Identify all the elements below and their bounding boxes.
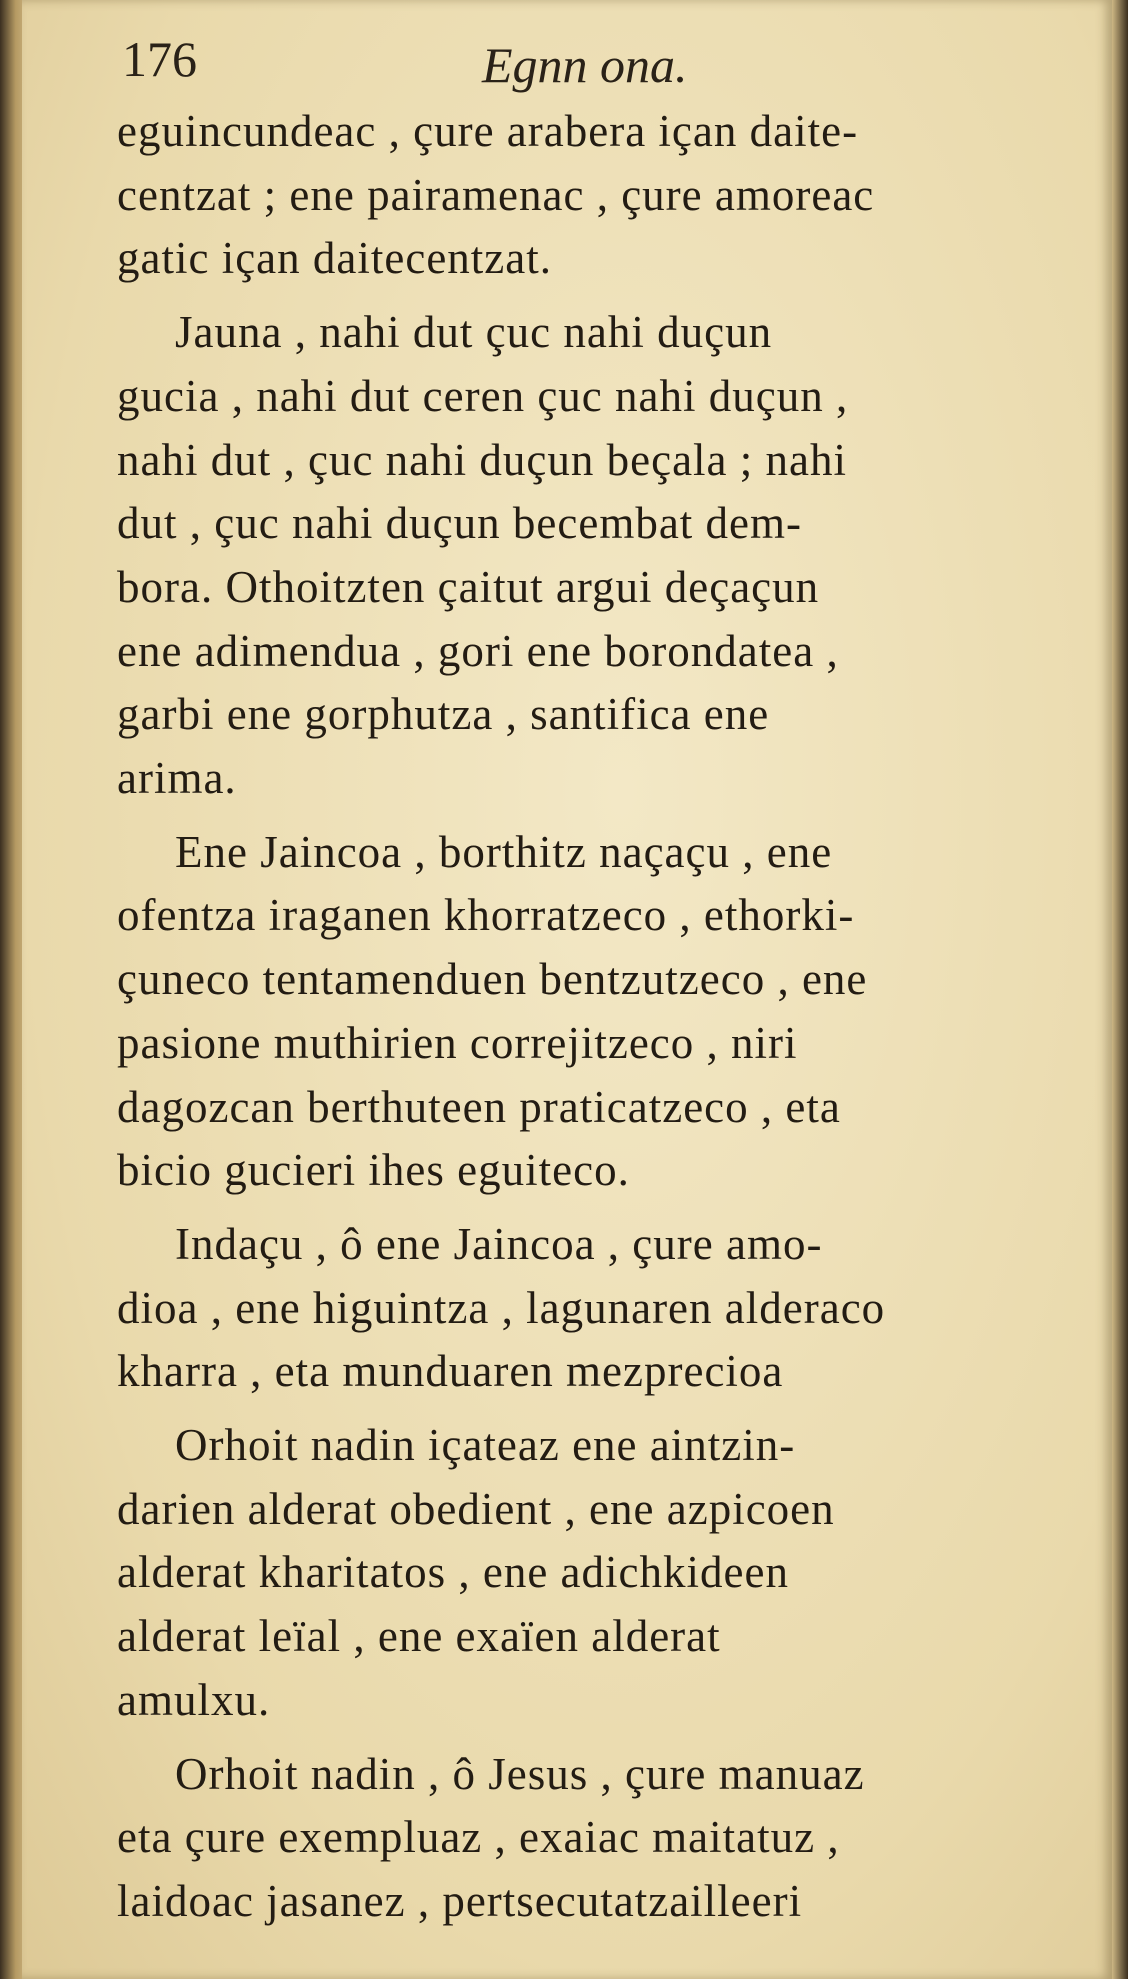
text-line: Ene Jaincoa , borthitz naçaçu , ene <box>175 826 833 877</box>
text-line: amulxu. <box>117 1674 271 1725</box>
text-line: gucia , nahi dut ceren çuc nahi duçun , <box>117 370 849 421</box>
text-line: dioa , ene higuintza , lagunaren alderaco <box>117 1282 886 1333</box>
page-header <box>122 30 1022 100</box>
text-line: kharra , eta munduaren mezprecioa <box>117 1346 784 1397</box>
page-edge <box>1112 0 1128 1979</box>
page-body <box>117 100 1067 1944</box>
text-line: eta çure exempluaz , exaiac maitatuz , <box>117 1812 840 1863</box>
text-line: darien alderat obedient , ene azpicoen <box>117 1483 835 1534</box>
book-page <box>22 0 1112 1979</box>
text-line: garbi ene gorphutza , santifica ene <box>117 689 770 740</box>
text-line: bicio gucieri ihes eguiteco. <box>117 1145 630 1196</box>
text-line: laidoac jasanez , pertsecutatzailleeri <box>117 1875 803 1926</box>
paragraph <box>117 301 1067 811</box>
text-line: alderat kharitatos , ene adichkideen <box>117 1547 789 1598</box>
text-line: dut , çuc nahi duçun becembat dem- <box>117 498 803 549</box>
text-line: Jauna , nahi dut çuc nahi duçun <box>175 307 773 358</box>
text-line: ofentza iraganen khorratzeco , ethorki- <box>117 890 855 941</box>
text-line: Orhoit nadin , ô Jesus , çure manuaz <box>175 1748 865 1799</box>
text-line: nahi dut , çuc nahi duçun beçala ; nahi <box>117 434 847 485</box>
paragraph <box>117 1743 1067 1934</box>
text-line: bora. Othoitzten çaitut argui deçaçun <box>117 561 820 612</box>
paragraph <box>117 100 1067 291</box>
paragraph <box>117 1213 1067 1404</box>
text-line: gatic içan daitecentzat. <box>117 233 552 284</box>
paragraph <box>117 1414 1067 1733</box>
text-line: ene adimendua , gori ene borondatea , <box>117 625 839 676</box>
text-line: çuneco tentamenduen bentzutzeco , ene <box>117 954 868 1005</box>
text-line: arima. <box>117 753 237 804</box>
running-title: Egnn ona. <box>482 37 688 93</box>
text-line: centzat ; ene pairamenac , çure amoreac <box>117 169 875 220</box>
text-line: Indaçu , ô ene Jaincoa , çure amo- <box>175 1218 823 1269</box>
text-line: eguincundeac , çure arabera içan daite- <box>117 106 859 156</box>
text-line: Orhoit nadin içateaz ene aintzin- <box>175 1420 796 1471</box>
page-number: 176 <box>122 31 197 87</box>
paragraph <box>117 821 1067 1203</box>
text-line: dagozcan berthuteen praticatzeco , eta <box>117 1081 841 1132</box>
text-line: alderat leïal , ene exaïen alderat <box>117 1611 721 1662</box>
text-line: pasione muthirien correjitzeco , niri <box>117 1017 798 1068</box>
